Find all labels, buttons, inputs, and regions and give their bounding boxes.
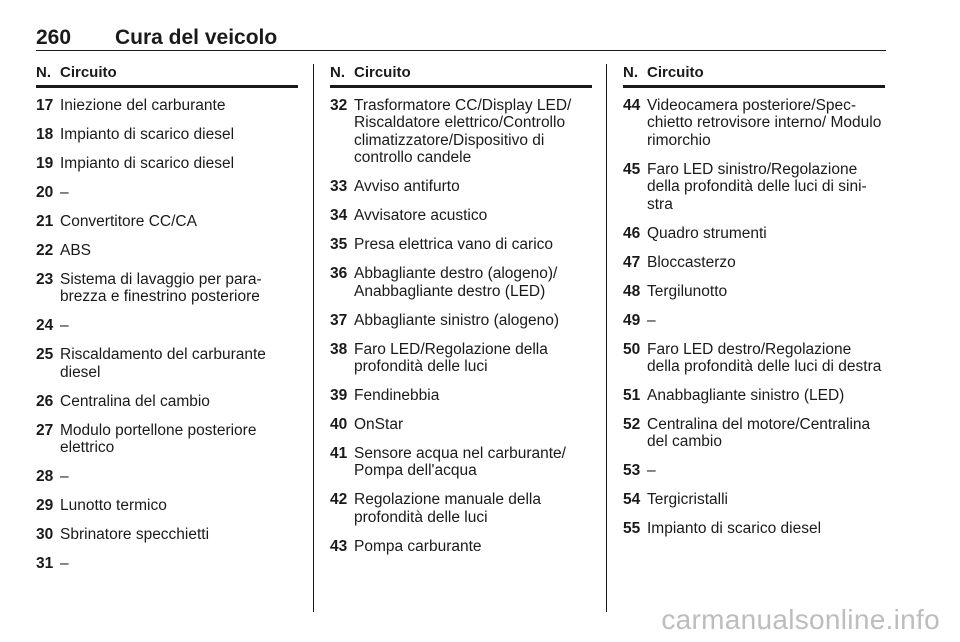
fuse-number: 55 (623, 520, 641, 538)
page-header (36, 26, 886, 51)
fuse-number: 38 (330, 340, 348, 358)
fuse-list (330, 97, 592, 555)
table-row (36, 184, 298, 201)
fuse-number: 28 (36, 468, 54, 486)
circuit-name: Sistema di lavaggio per para-brezza e finestrino posteriore (60, 271, 262, 306)
circuit-name: Quadro strumenti (647, 224, 767, 242)
table-row (36, 393, 298, 410)
header-num: N. (330, 64, 345, 81)
fuse-number: 21 (36, 213, 54, 230)
circuit-name: Presa elettrica vano di carico (354, 236, 554, 254)
circuit-name: Abbagliante destro (alogeno)/ Anabbagliante destro (LED) (354, 265, 558, 300)
circuit-name: Modulo portellone posteriore elettrico (60, 421, 257, 457)
table-row (330, 312, 592, 329)
fuse-number: 22 (36, 242, 54, 259)
table-row (623, 254, 885, 271)
circuit-name: Riscaldamento del carburante diesel (60, 346, 266, 381)
table-row (623, 416, 885, 451)
table-row (330, 341, 592, 376)
fuse-column-3 (623, 64, 885, 549)
circuit-name: ABS (60, 242, 92, 259)
fuse-number: 35 (330, 236, 348, 254)
circuit-name: Sbrinatore specchietti (60, 526, 210, 544)
table-row (36, 271, 298, 306)
fuse-number: 20 (36, 184, 54, 201)
page-title: Cura del veicolo (115, 26, 278, 49)
fuse-number: 51 (623, 387, 641, 405)
fuse-number: 49 (623, 311, 641, 329)
fuse-number: 54 (623, 491, 641, 509)
fuse-number: 33 (330, 178, 348, 196)
fuse-number: 41 (330, 445, 348, 463)
table-row (36, 97, 298, 114)
table-header (623, 64, 885, 88)
table-row (623, 341, 885, 376)
table-row (36, 126, 298, 143)
fuse-number: 48 (623, 282, 641, 300)
table-row (330, 207, 592, 224)
circuit-name: Sensore acqua nel carburante/ Pompa dell'acqua (354, 445, 566, 480)
table-row (623, 520, 885, 537)
circuit-name: – (60, 317, 69, 335)
watermark: carmanualsonline.info (661, 604, 940, 635)
table-row (623, 312, 885, 329)
fuse-number: 34 (330, 207, 348, 225)
circuit-name: Faro LED sinistro/Regolazione della profondità delle luci di sini-stra (647, 160, 867, 213)
circuit-name: Tergilunotto (647, 282, 728, 300)
fuse-number: 44 (623, 97, 641, 114)
table-row (330, 387, 592, 404)
fuse-number: 47 (623, 253, 641, 271)
table-header (36, 64, 298, 88)
fuse-column-1 (36, 64, 298, 584)
table-row (330, 538, 592, 555)
circuit-name: Avvisatore acustico (354, 207, 488, 225)
circuit-name: – (60, 184, 69, 201)
table-row (36, 346, 298, 381)
circuit-name: Bloccasterzo (647, 253, 736, 271)
table-row (623, 97, 885, 149)
fuse-number: 19 (36, 155, 54, 172)
table-row (36, 526, 298, 543)
table-header (330, 64, 592, 88)
table-row (330, 97, 592, 167)
table-row (36, 555, 298, 572)
header-label: Circuito (60, 64, 117, 81)
circuit-name: Trasformatore CC/Display LED/ Riscaldatore elettrico/Controllo climatizzatore/Dispositivo di controllo candele (354, 97, 572, 167)
table-row (623, 491, 885, 508)
fuse-number: 50 (623, 340, 641, 358)
table-row (36, 317, 298, 334)
fuse-number: 53 (623, 462, 641, 480)
fuse-number: 43 (330, 537, 348, 555)
table-row (623, 161, 885, 213)
fuse-number: 31 (36, 555, 54, 573)
circuit-name: Regolazione manuale della profondità delle luci (354, 491, 541, 526)
circuit-name: Convertitore CC/CA (60, 213, 197, 230)
circuit-name: Impianto di scarico diesel (60, 155, 235, 172)
table-row (330, 491, 592, 526)
table-row (623, 283, 885, 300)
circuit-name: Faro LED destro/Regolazione della profondità delle luci di destra (647, 340, 882, 376)
table-row (36, 155, 298, 172)
circuit-name: Tergicristalli (647, 491, 728, 509)
table-row (36, 468, 298, 485)
table-row (330, 236, 592, 253)
fuse-number: 32 (330, 97, 348, 114)
header-num: N. (623, 64, 638, 81)
table-row (330, 265, 592, 300)
table-row (623, 462, 885, 479)
fuse-number: 52 (623, 416, 641, 434)
header-num: N. (36, 64, 51, 81)
circuit-name: – (647, 311, 656, 329)
fuse-number: 17 (36, 97, 54, 114)
fuse-number: 23 (36, 271, 54, 288)
fuse-number: 25 (36, 346, 54, 364)
fuse-number: 40 (330, 416, 348, 434)
circuit-name: – (60, 468, 69, 486)
circuit-name: Abbagliante sinistro (alogeno) (354, 311, 560, 329)
circuit-name: Videocamera posteriore/Spec-chietto retrovisore interno/ Modulo rimorchio (647, 97, 882, 149)
column-divider (313, 64, 314, 612)
table-row (36, 497, 298, 514)
table-row (623, 225, 885, 242)
fuse-number: 36 (330, 265, 348, 283)
page-number: 260 (36, 26, 72, 49)
circuit-name: Centralina del cambio (60, 392, 210, 410)
table-row (36, 242, 298, 259)
table-row (330, 178, 592, 195)
circuit-name: Faro LED/Regolazione della profondità delle luci (354, 340, 548, 376)
fuse-number: 37 (330, 311, 348, 329)
circuit-name: Impianto di scarico diesel (647, 520, 822, 538)
fuse-number: 18 (36, 126, 54, 143)
header-label: Circuito (354, 64, 411, 81)
fuse-number: 30 (36, 526, 54, 544)
fuse-number: 46 (623, 224, 641, 242)
fuse-number: 24 (36, 317, 54, 335)
table-row (36, 422, 298, 457)
column-divider (606, 64, 607, 612)
fuse-number: 45 (623, 160, 641, 178)
circuit-name: Pompa carburante (354, 537, 482, 555)
table-row (330, 416, 592, 433)
fuse-number: 42 (330, 491, 348, 509)
circuit-name: Fendinebbia (354, 387, 440, 405)
circuit-name: Impianto di scarico diesel (60, 126, 235, 143)
circuit-name: Avviso antifurto (354, 178, 460, 196)
table-row (36, 213, 298, 230)
table-row (623, 387, 885, 404)
circuit-name: Anabbagliante sinistro (LED) (647, 387, 845, 405)
circuit-name: Iniezione del carburante (60, 97, 226, 114)
circuit-name: OnStar (354, 416, 404, 434)
header-label: Circuito (647, 64, 704, 81)
circuit-name: Lunotto termico (60, 497, 167, 515)
table-row (330, 445, 592, 480)
fuse-number: 26 (36, 392, 54, 410)
fuse-column-2 (330, 64, 592, 567)
fuse-number: 27 (36, 421, 54, 439)
fuse-list (623, 97, 885, 538)
circuit-name: – (647, 462, 656, 480)
fuse-list (36, 97, 298, 573)
fuse-number: 29 (36, 497, 54, 515)
circuit-name: Centralina del motore/Centralina del cambio (647, 416, 871, 451)
fuse-number: 39 (330, 387, 348, 405)
circuit-name: – (60, 555, 69, 573)
